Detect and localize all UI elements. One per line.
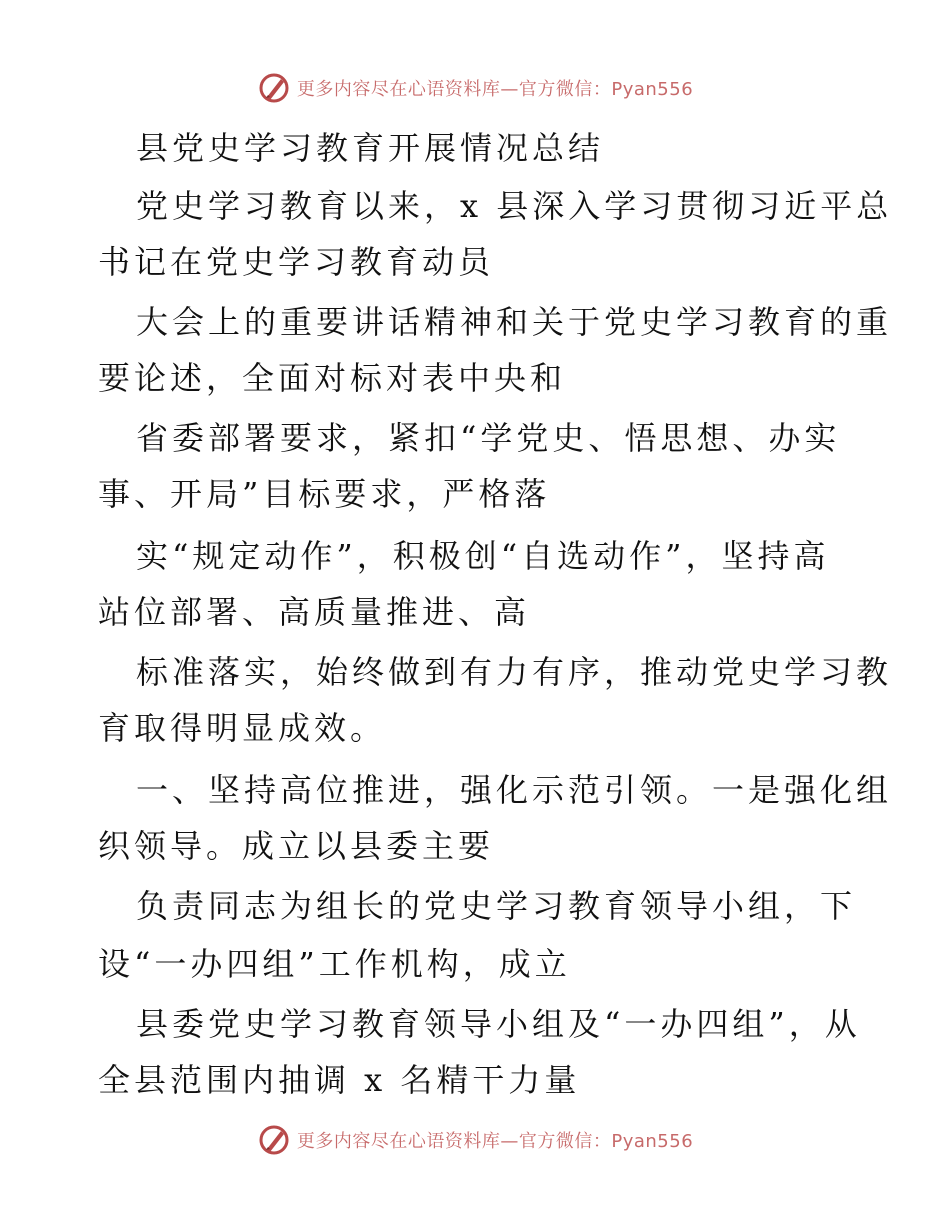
paragraph-line: 织领导。成立以县委主要 xyxy=(98,827,495,865)
paragraph-line: 全县范围内抽调 x 名精干力量 xyxy=(98,1061,581,1099)
watermark-header xyxy=(0,68,950,108)
watermark-text: 更多内容尽在心语资料库—官方微信：Pyan556 xyxy=(296,1131,694,1152)
paragraph-line: 实“规定动作”，积极创“自选动作”，坚持高 xyxy=(136,537,830,575)
paragraph-line: 设“一办四组”工作机构，成立 xyxy=(98,945,571,983)
paragraph-line: 一、坚持高位推进，强化示范引领。一是强化组 xyxy=(136,771,893,809)
document-title: 县党史学习教育开展情况总结 xyxy=(136,129,605,167)
paragraph-line: 站位部署、高质量推进、高 xyxy=(98,593,531,631)
pen-circle-logo-icon xyxy=(257,71,291,105)
watermark-text: 更多内容尽在心语资料库—官方微信：Pyan556 xyxy=(296,79,694,100)
paragraph-line: 育取得明显成效。 xyxy=(98,709,387,747)
paragraph-line: 事、开局”目标要求，严格落 xyxy=(98,475,551,513)
paragraph-line: 标准落实，始终做到有力有序，推动党史学习教 xyxy=(136,653,893,691)
paragraph-line: 省委部署要求，紧扣“学党史、悟思想、办实 xyxy=(136,419,841,457)
watermark-footer xyxy=(0,1120,950,1160)
paragraph-line: 要论述，全面对标对表中央和 xyxy=(98,359,567,397)
paragraph-line: 大会上的重要讲话精神和关于党史学习教育的重 xyxy=(136,303,893,341)
paragraph-line: 负责同志为组长的党史学习教育领导小组，下 xyxy=(136,887,857,925)
paragraph-line: 党史学习教育以来，x 县深入学习贯彻习近平总 xyxy=(136,187,893,225)
paragraph-line: 县委党史学习教育领导小组及“一办四组”，从 xyxy=(136,1005,861,1043)
pen-circle-logo-icon xyxy=(257,1123,291,1157)
paragraph-line: 书记在党史学习教育动员 xyxy=(98,243,495,281)
